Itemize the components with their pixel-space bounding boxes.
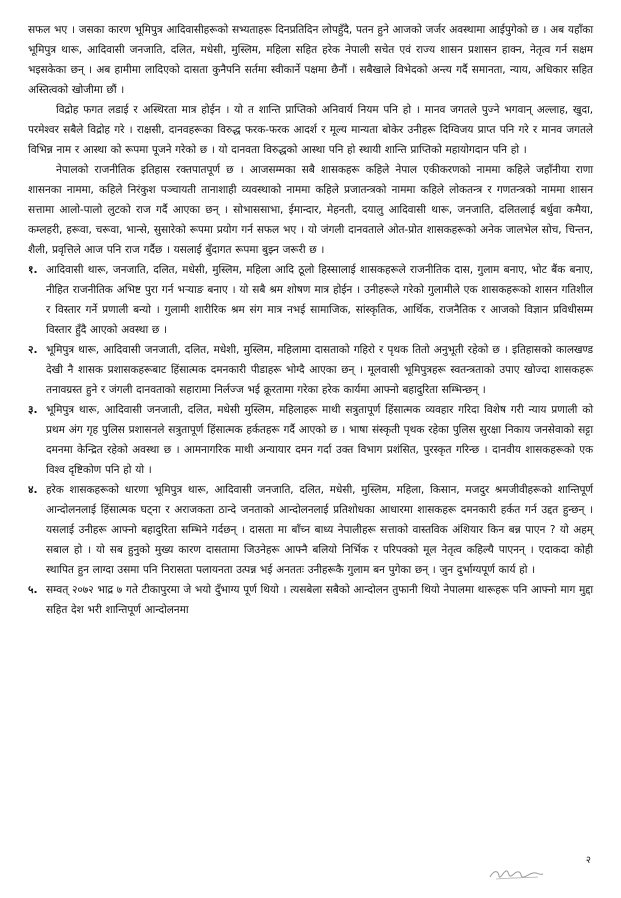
- page-number: २: [585, 855, 591, 866]
- list-item-text: सम्वत् २०७२ भाद्र ७ गते टीकापुरमा जे भयो दुँभाग्य पूर्ण थियो । त्यसबेला सबैको आन्दोलन तुफानी थियो नेपालमा थारूहरू पनि आफ्नो माग मुद्दा सहित देश भरी शान्तिपूर्ण आन्दोलनमा: [46, 584, 593, 616]
- list-item-text: भूमिपुत्र थारू, आदिवासी जनजाती, दलित, मधेसी मुस्लिम, महिलाहरू माथी सत्रुतापूर्ण हिंसात्मक व्यवहार गरिदा विशेष गरी न्याय प्रणाली को प्रथम अंग गृह पुलिस प्रशासनले सत्रुतापूर्ण हिंसात्मक हर्कतहरू गर्दै आएको छ । भाषा संस्कृती पृथक रहेका पुलिस सुरक्षा निकाय जनसेवाको सट्टा दमनमा केन्द्रित रहेको अवस्था छ । आमनागरिक माथी अन्यायार दमन गर्दा उक्त विभाग प्रशंसित, पुरस्कृत गरिन्छ । दानवीय शासकहरूको एक विश्व दृष्टिकोण पनि हो यो ।: [46, 404, 593, 476]
- paragraph-1: सफल भए । जसका कारण भूमिपुत्र आदिवासीहरूको सभ्यताहरू दिनप्रतिदिन लोपहुँदै, पतन हुने आजको जर्जर अवस्थामा आईपुगेको छ । अब यहाँका भूमिपुत्र थारू, आदिवासी जनजाति, दलित, मधेसी, मुस्लिम, महिला सहित हरेक नेपाली सचेत एवं राज्य शासन प्रशासन हाक्न, नेतृत्व गर्न सक्षम भइसकेका छन् । अब हामीमा लादिएको दासता कुनैपनि सर्तमा स्वीकार्ने पक्षमा छैनौं । सबैखाले विभेदको अन्त्य गर्दै समानता, न्याय, अधिकार सहित अस्तित्वको खोजीमा छौं ।: [28, 24, 593, 96]
- list-item-text: हरेक शासकहरूको धारणा भूमिपुत्र थारू, आदिवासी जनजाति, दलित, मधेसी, मुस्लिम, महिला, किसान, मजदुर श्रमजीवीहरूको शान्तिपूर्ण आन्दोलनलाई हिंसात्मक घट्ना र अराजकता ठान्दे जनताको आन्दोलनलाई प्रतिशोधका आधारमा शासकहरू दमनकारी हर्कत गर्न उद्दत हुन्छन् । यसलाई उनीहरू आफ्नो बहादुरिता सम्भिने गर्दछन् । दासता मा बाँच्न बाध्य नेपालीहरू सत्ताको वास्तविक अंशियार किन बन्न पाएन ? यो अहम् सबाल हो । यो सब हुनुको मुख्य कारण दासतामा जिउनेहरू आफ्नै बलियो निर्भिक र परिपक्को मूल नेतृत्व कहिल्यै पाएनन् । एदाकदा कोही स्थापित हुन लाग्दा उसमा पनि निरासता पलायनता उत्पन्न भई अनततः उनीहरूकै गुलाम बन पुगेका छन् । जुन दुर्भाग्यपूर्ण कार्य हो ।: [46, 484, 593, 576]
- paragraph-3: नेपालको राजनीतिक इतिहास रक्तपातपूर्ण छ । आजसम्मका सबै शासकहरू कहिले नेपाल एकीकरणको नाममा कहिले जहाँनीया राणा शासनका नाममा, कहिले निरंकुश पञ्चायती तानाशाही व्यवस्थाको नाममा कहिले प्रजातन्त्रको नाममा कहिले लोकतन्त्र र गणतन्त्रको नाममा शासन सत्तामा आलो-पालो लुटको राज गर्दै आएका छन् । सोभाससाभा, ईमान्दार, मेहनती, दयालु आदिवासी थारू, जनजाति, दलितलाई बर्धुवा कमैया, कम्लहरी, हरूवा, चरूवा, भान्से, सुसारेको रूपमा प्रयोग गर्न सफल भए । यो जंगली दानवताले ओत-प्रोत शासकहरूको अनेक जालभेल सोच, चिन्तन, शैली, प्रवृत्तिले आज पनि राज गर्दैछ । यसलाई बुँदागत रूपमा बुझ्न जरूरी छ ।: [28, 164, 593, 256]
- list-item-text: भूमिपुत्र थारू, आदिवासी जनजाती, दलित, मधेशी, मुस्लिम, महिलामा दासताको गहिरो र पृथक तितो अनुभूती रहेको छ । इतिहासको कालखण्ड देखी नै शासक प्रशासकहरूबाट हिंसात्मक दमनकारी पीडाहरू भोग्दै आएका छन् । मूलवासी भूमिपुत्रहरू स्वतन्त्रताको उपाए खोज्दा शासकहरू तनावग्रस्त हुने र जंगली दानवताको सहारामा निर्लज्ज भई क्रूरतामा गरेका हरेक कार्यमा आफ्नो बहादुरिता सम्भिन्छन् ।: [46, 344, 593, 396]
- list-item: [28, 400, 593, 480]
- list-item-text: आदिवासी थारू, जनजाति, दलित, मधेसी, मुस्लिम, महिला आदि ठूलो हिस्सालाई शासकहरूले राजनीतिक दास, गुलाम बनाए, भोट बैंक बनाए, नीहित राजनीतिक अभिष्ट पुरा गर्न भऱ्याङ बनाए । यो सबै श्रम शोषण मात्र होईन । उनीहरूले गरेको गुलामीले एक शासकहरूको शासन गतिशील र विस्तार गर्ने प्रणाली बन्यो । गुलामी शारीरिक श्रम संग मात्र नभई सामाजिक, सांस्कृतिक, आर्थिक, राजनैतिक र आजको विज्ञान प्रविधीसम्म विस्तार हुँदै आएको अवस्था छ ।: [46, 264, 593, 336]
- handwritten-signature: [486, 862, 546, 884]
- list-item: [28, 580, 593, 620]
- list-item-number: ४.: [28, 484, 38, 496]
- paragraph-2: विद्रोह फगत लडाई र अस्थिरता मात्र होईन । यो त शान्ति प्राप्तिको अनिवार्य नियम पनि हो । मानव जगतले पुज्ने भगवान् अल्लाह, खुदा, परमेश्वर सबैले विद्रोह गरे । राक्षसी, दानवहरूका विरुद्ध फरक-फरक आदर्श र मूल्य मान्यता बोकेर उनीहरू दिग्विजय प्राप्त पनि गरे र मानव जगतले विभिन्न नाम र आस्था को रूपमा पूजने गरेको छ । यो दानवता विरुद्धको आस्था पनि हो स्थायी शान्ति प्राप्तिको महायोगदान पनि हो ।: [28, 104, 593, 156]
- list-item: [28, 480, 593, 580]
- list-item-number: ५.: [28, 584, 38, 596]
- list-item-number: ३.: [28, 404, 38, 416]
- list-item-number: १.: [28, 264, 38, 276]
- list-item: [28, 340, 593, 400]
- list-item-number: २.: [28, 344, 38, 356]
- document-body: [28, 20, 593, 620]
- list-item: [28, 260, 593, 340]
